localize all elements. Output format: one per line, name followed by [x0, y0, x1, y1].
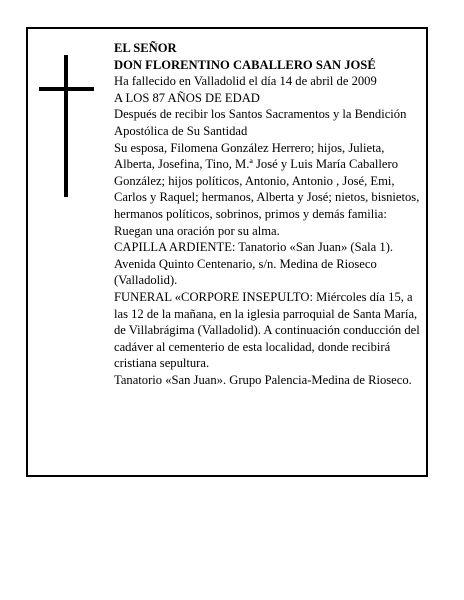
funeral-info: FUNERAL «CORPORE INSEPULTO: Miércoles día 15, a las 12 de la mañana, en la iglesia parroquial de Santa María, de Villabrágima (Valladolid). A continuación conducción del cadáver al cementerio de esta localidad, donde recibirá cristiana sepultura.	[114, 289, 420, 371]
obituary-text	[114, 40, 424, 388]
chapel-info: CAPILLA ARDIENTE: Tanatorio «San Juan» (Sala 1). Avenida Quinto Centenario, s/n. Medina de Rioseco (Valladolid).	[114, 240, 394, 288]
title-line: EL SEÑOR	[114, 41, 177, 55]
cross-icon	[64, 55, 68, 197]
age-line: A LOS 87 AÑOS DE EDAD	[114, 90, 260, 105]
cross-icon-bar	[39, 87, 94, 91]
death-date: Ha fallecido en Valladolid el día 14 de abril de 2009	[114, 74, 377, 89]
prayer-request: Ruegan una oración por su alma.	[114, 223, 280, 238]
funeral-home: Tanatorio «San Juan». Grupo Palencia-Medina de Rioseco.	[114, 372, 412, 387]
sacraments-line: Después de recibir los Santos Sacramentos y la Bendición Apostólica de Su Santidad	[114, 107, 407, 138]
deceased-name: DON FLORENTINO CABALLERO SAN JOSÉ	[114, 57, 376, 72]
family-list: Su esposa, Filomena González Herrero; hijos, Julieta, Alberta, Josefina, Tino, M.ª José y Luis María Caballero González; hijos políticos, Antonio, Antonio , José, Emi, Carlos y Raquel; hermanos, Alberta y José; nietos, bisnietos, hermanos políticos, sobrinos, primos y demás familia:	[114, 140, 420, 221]
